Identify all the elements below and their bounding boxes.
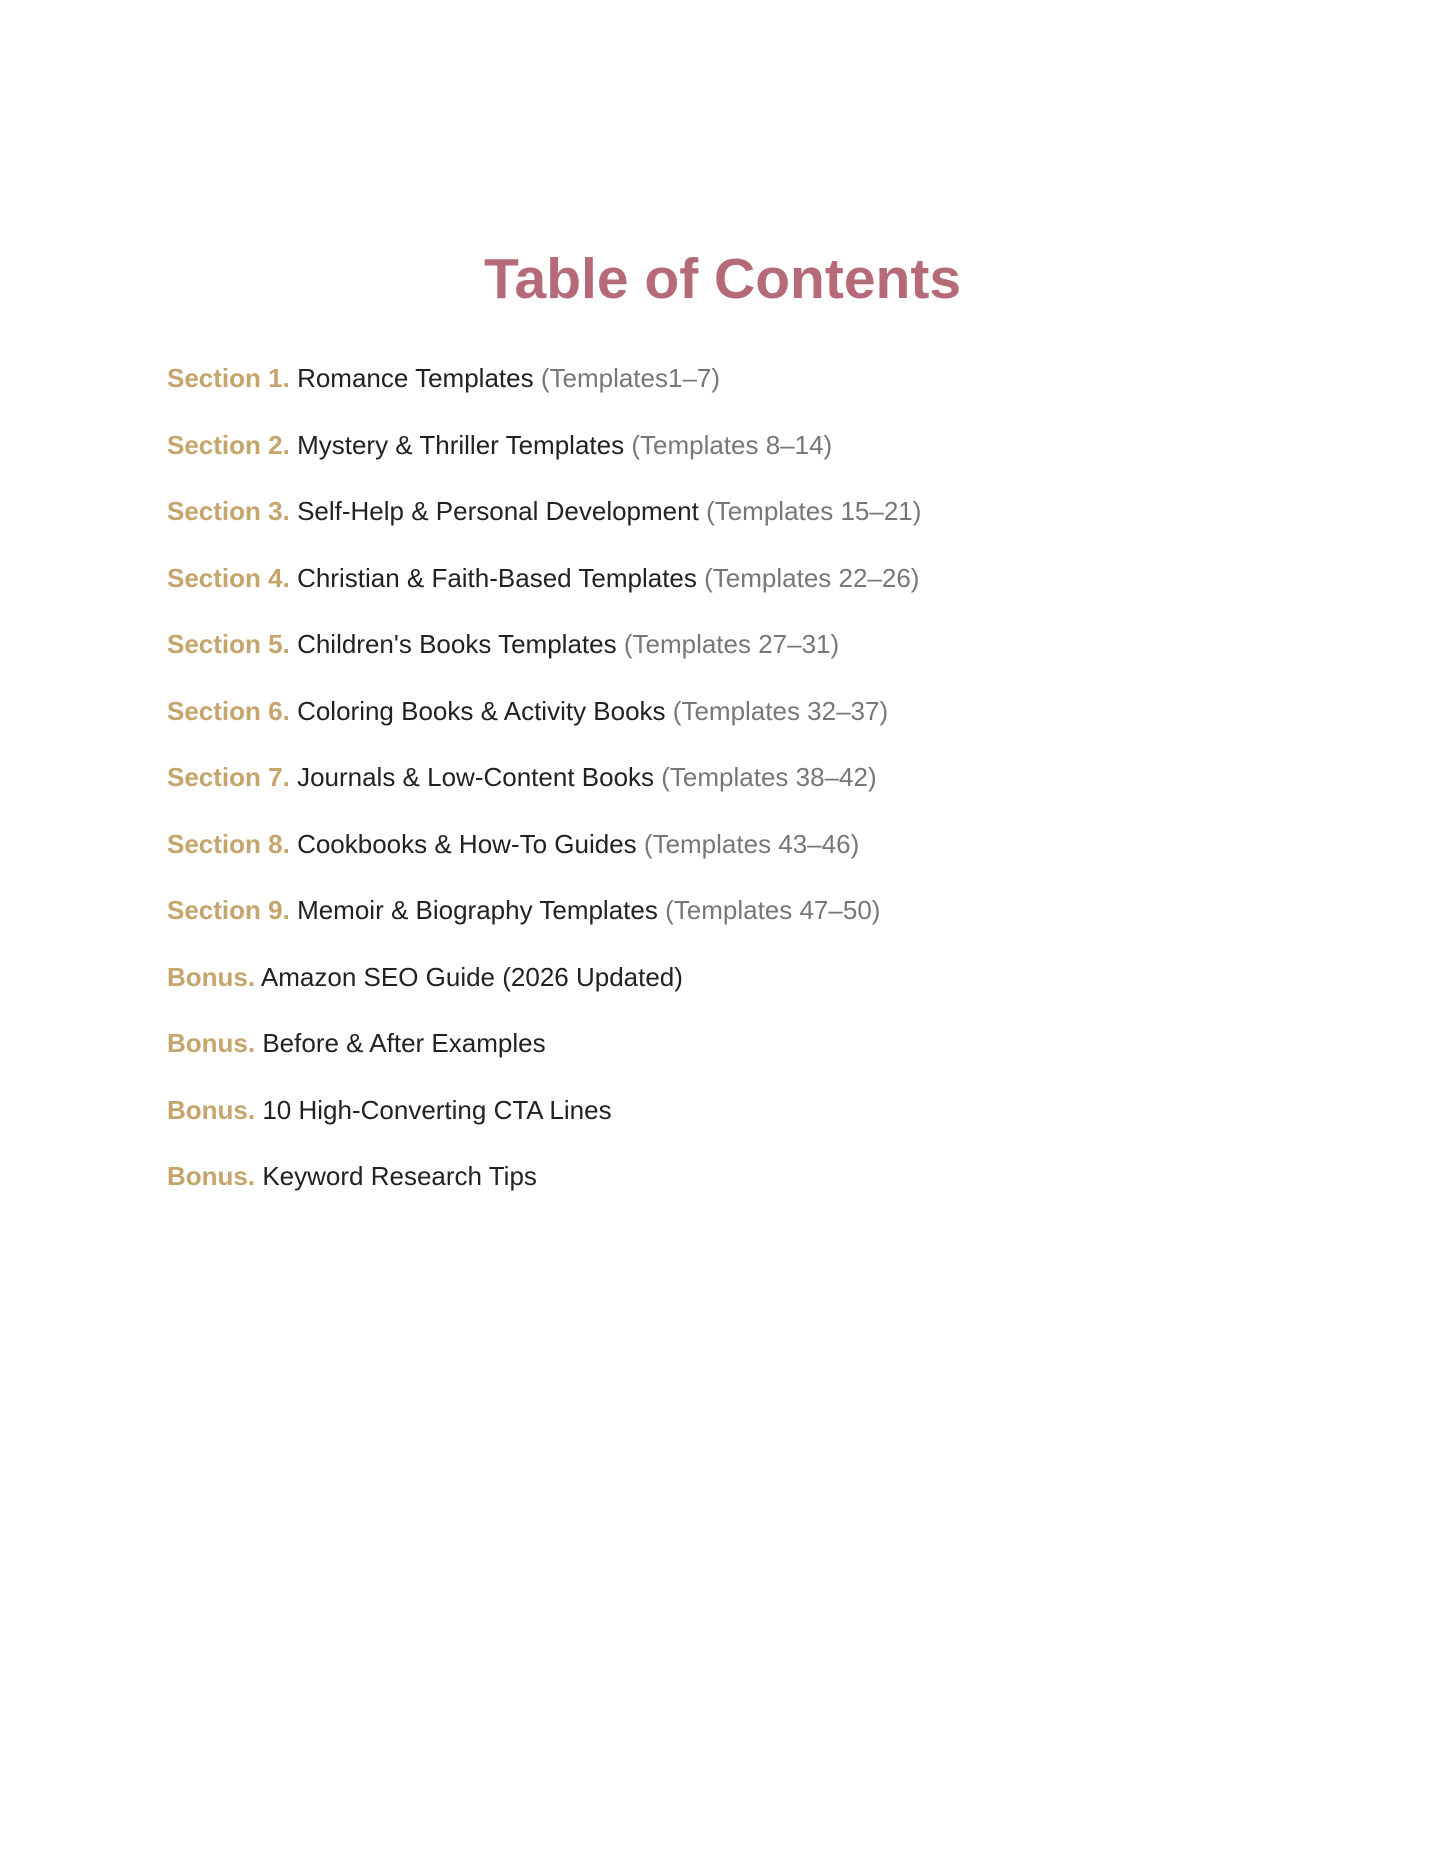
toc-entry-prefix: Bonus.	[167, 1028, 256, 1058]
toc-entry-range: (Templates 43–46)	[643, 828, 860, 859]
toc-entry	[167, 491, 921, 558]
toc-entry	[167, 425, 921, 492]
toc-entry	[167, 1090, 921, 1157]
toc-entry-range: (Templates 8–14)	[631, 429, 833, 460]
toc-entry-name: Children's Books Templates	[297, 629, 617, 659]
toc-entry-range: (Templates 15–21)	[706, 496, 922, 526]
toc-entry	[167, 890, 921, 957]
toc-entry-name: Mystery & Thriller Templates	[297, 429, 625, 460]
toc-entry-prefix: Bonus.	[167, 1161, 256, 1191]
page-title: Table of Contents	[483, 247, 962, 311]
toc-entry-name: Keyword Research Tips	[262, 1161, 537, 1191]
toc-entry-prefix: Section 5.	[167, 629, 290, 659]
toc-entry-prefix: Section 7.	[167, 762, 290, 792]
toc-entry-range: (Templates 27–31)	[623, 629, 840, 659]
toc-entry-range: (Templates 38–42)	[661, 762, 877, 792]
toc-entry-prefix: Section 1.	[167, 363, 290, 393]
toc-entry-name: Journals & Low-Content Books	[297, 762, 655, 792]
toc-entry-prefix: Section 8.	[167, 828, 290, 859]
toc-entry-prefix: Section 6.	[167, 695, 290, 726]
toc-entry	[167, 957, 921, 1024]
toc-entry-prefix: Bonus.	[167, 1094, 256, 1125]
toc-list	[167, 358, 921, 1223]
toc-entry	[167, 358, 921, 425]
toc-entry-prefix: Bonus.	[167, 961, 256, 992]
toc-entry-prefix: Section 3.	[167, 496, 290, 526]
toc-entry-name: Cookbooks & How-To Guides	[297, 828, 637, 859]
toc-entry-name: 10 High-Converting CTA Lines	[262, 1094, 612, 1125]
toc-entry	[167, 757, 921, 824]
toc-entry-range: (Templates 47–50)	[665, 895, 881, 925]
toc-entry	[167, 558, 921, 625]
toc-entry	[167, 691, 921, 758]
toc-entry-prefix: Section 2.	[167, 429, 290, 460]
toc-entry	[167, 624, 921, 691]
toc-entry	[167, 1023, 921, 1090]
toc-entry-prefix: Section 9.	[167, 895, 290, 925]
toc-entry-name: Romance Templates	[297, 363, 534, 393]
toc-entry-name: Memoir & Biography Templates	[297, 895, 658, 925]
toc-entry-name: Self-Help & Personal Development	[297, 496, 699, 526]
toc-entry-name: Amazon SEO Guide (2026 Updated)	[260, 961, 683, 992]
toc-entry-name: Before & After Examples	[262, 1028, 546, 1058]
toc-entry-name: Coloring Books & Activity Books	[297, 695, 666, 726]
toc-entry-prefix: Section 4.	[167, 562, 290, 593]
toc-entry-range: (Templates 22–26)	[704, 562, 920, 593]
toc-entry-range: (Templates1–7)	[540, 363, 721, 393]
toc-entry	[167, 1156, 921, 1223]
toc-entry-name: Christian & Faith-Based Templates	[297, 562, 697, 593]
toc-entry	[167, 824, 921, 891]
toc-entry-range: (Templates 32–37)	[672, 695, 889, 726]
